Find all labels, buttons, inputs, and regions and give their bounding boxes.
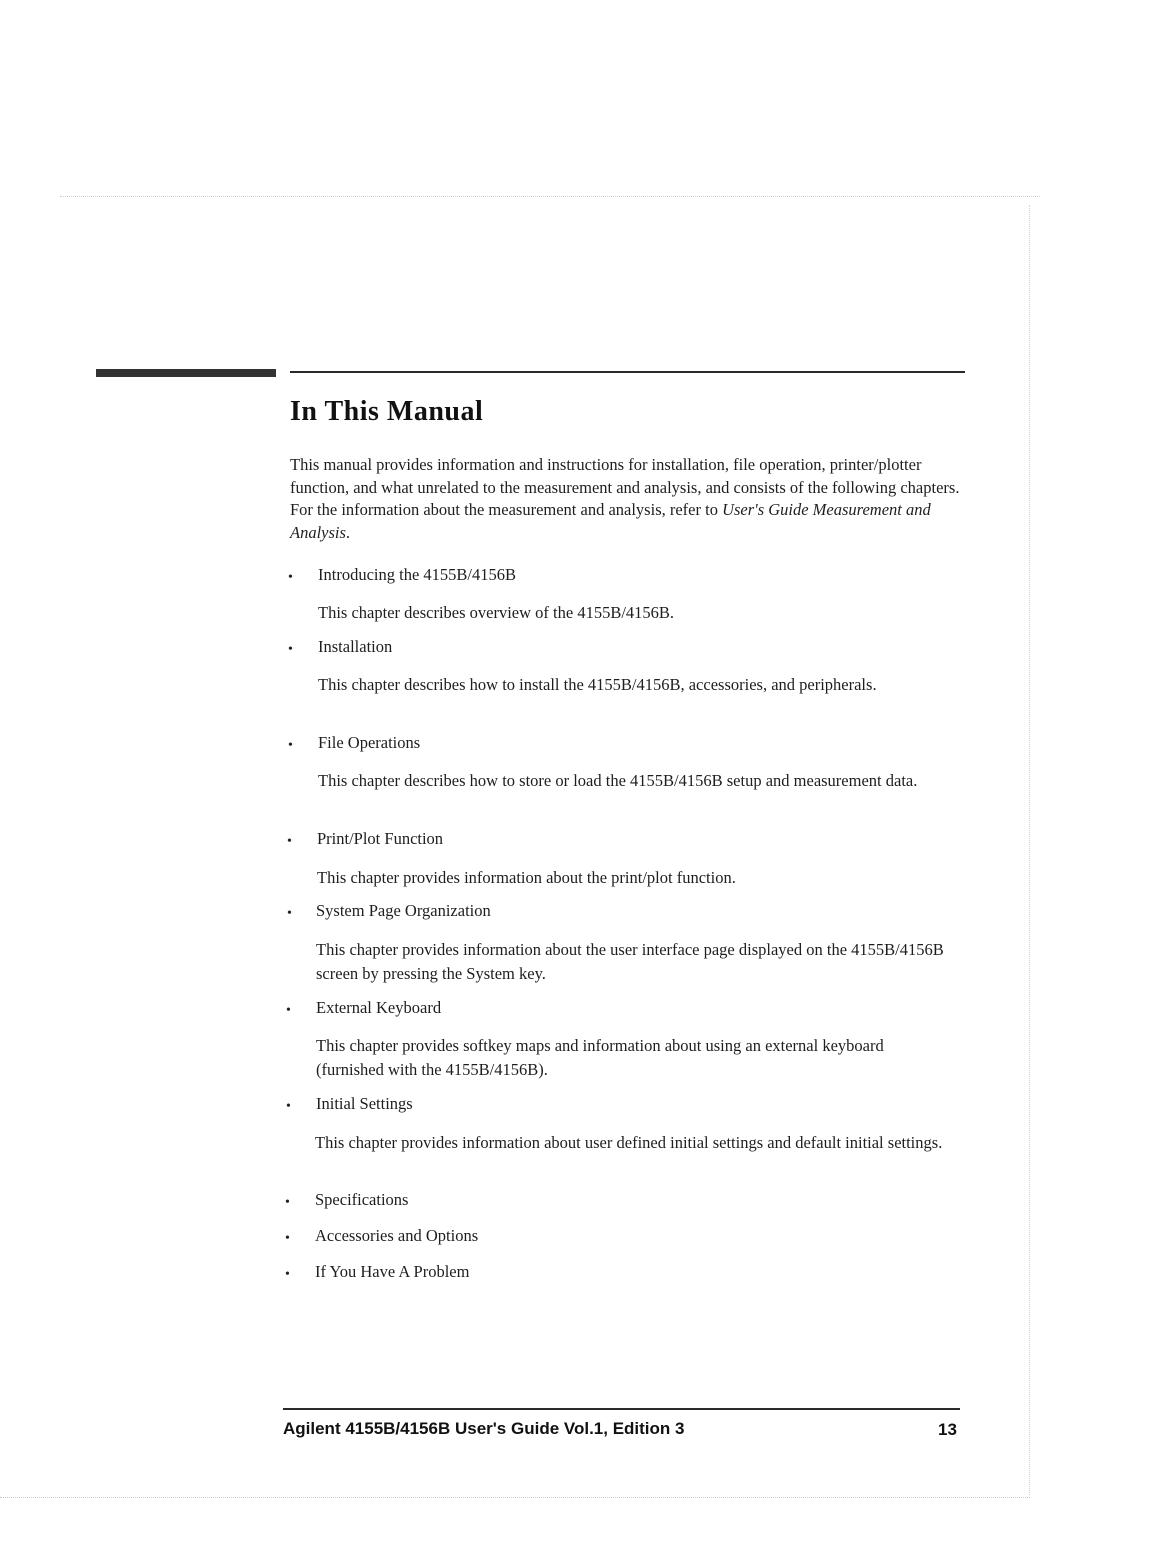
footer-title: Agilent 4155B/4156B User's Guide Vol.1, Edition 3: [283, 1419, 685, 1438]
scan-artifact-top: [60, 196, 1040, 197]
chapter-title: Accessories and Options: [315, 1226, 479, 1245]
chapter-description: This chapter describes how to store or load the 4155B/4156B setup and measurement data.: [318, 771, 918, 790]
bullet: •: [286, 1099, 291, 1114]
scan-artifact-right-edge: [1029, 205, 1030, 1495]
intro-text: This manual provides information and instructions for installation, file operation, printer/plotter function, and what unrelated to the measurement and analysis, and consists of the following chapters. For the information about the measurement and analysis, refer to: [290, 455, 960, 519]
chapter-title: Installation: [318, 637, 393, 656]
chapter-title: Introducing the 4155B/4156B: [318, 565, 516, 584]
chapter-description: This chapter provides information about the user interface page displayed on the 4155B/4156B screen by pressing the System key.: [316, 940, 944, 983]
bullet: •: [288, 642, 293, 657]
page-title: In This Manual: [290, 396, 484, 427]
chapter-description: This chapter describes how to install the 4155B/4156B, accessories, and peripherals.: [318, 675, 877, 694]
chapter-title: External Keyboard: [316, 998, 442, 1017]
intro-end: .: [345, 522, 351, 542]
bullet: •: [287, 834, 292, 849]
chapter-title: Initial Settings: [316, 1094, 413, 1113]
chapter-description: This chapter describes overview of the 4155B/4156B.: [318, 603, 675, 622]
bullet: •: [287, 906, 292, 921]
footer-rule: [283, 1408, 960, 1410]
chapter-title: If You Have A Problem: [315, 1262, 470, 1281]
scan-artifact-bottom: [0, 1497, 1030, 1498]
chapter-marker-bar: [96, 369, 276, 377]
chapter-title: File Operations: [318, 733, 421, 752]
chapter-description: This chapter provides information about the print/plot function.: [317, 868, 736, 887]
intro-paragraph: [290, 454, 970, 544]
chapter-description: This chapter provides softkey maps and information about using an external keyboard (furnished with the 4155B/4156B).: [316, 1036, 884, 1079]
chapter-title: Print/Plot Function: [317, 829, 444, 848]
bullet: •: [288, 570, 293, 585]
bullet: •: [285, 1231, 290, 1246]
intro-reference: User's Guide Measurement and Analysis: [290, 500, 931, 542]
bullet: •: [288, 738, 293, 753]
bullet: •: [285, 1267, 290, 1282]
chapter-title: System Page Organization: [316, 901, 491, 920]
bullet: •: [285, 1195, 290, 1210]
chapter-description: This chapter provides information about user defined initial settings and default initial settings.: [315, 1133, 943, 1152]
page-number: 13: [938, 1420, 957, 1439]
chapter-title: Specifications: [315, 1190, 409, 1209]
bullet: •: [286, 1003, 291, 1018]
header-rule: [290, 371, 965, 373]
